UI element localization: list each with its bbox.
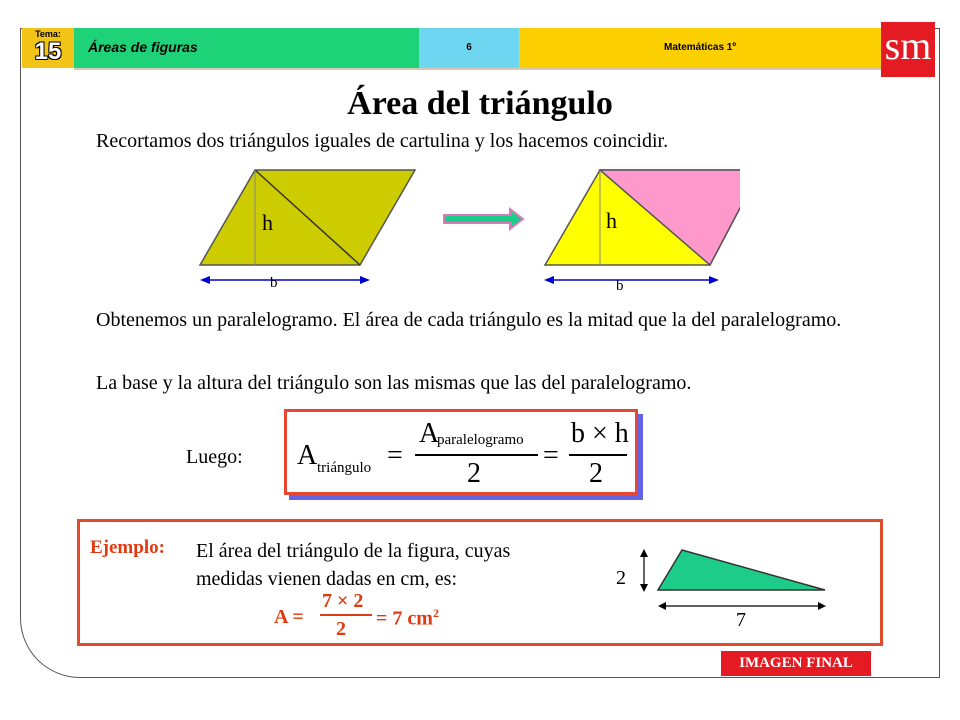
example-text-line1: El área del triángulo de la figura, cuyas — [196, 540, 511, 562]
left-base-label: b — [270, 275, 278, 291]
example-text — [196, 537, 510, 593]
header-divider — [74, 68, 881, 70]
page-number: 6 — [466, 42, 472, 53]
formula-numerator-2: b × h — [571, 418, 629, 449]
formula-sub-triangulo: triángulo — [317, 460, 372, 476]
intro-text: Recortamos dos triángulos iguales de cartulina y los hacemos coincidir. — [96, 130, 669, 152]
area-formula — [284, 409, 638, 495]
height-dimension-label: 2 — [616, 567, 626, 589]
formula-denominator-2: 2 — [589, 458, 603, 489]
base-dimension-label: 7 — [736, 609, 746, 630]
left-arrow-head-r — [360, 276, 370, 284]
formula-a-paralelogramo: A — [419, 418, 440, 449]
example-text-line2: medidas vienen dadas en cm, es: — [196, 568, 458, 590]
result-value: = 7 cm — [376, 607, 433, 630]
page-title: Área del triángulo — [347, 85, 613, 122]
transition-arrow — [444, 209, 523, 229]
tema-label: Tema: — [35, 29, 61, 39]
right-arrow-head-l — [544, 276, 554, 284]
parallelogram-figures — [190, 160, 740, 300]
fraction-bar-2 — [569, 454, 627, 456]
left-arrow-head-l — [200, 276, 210, 284]
result-denominator: 2 — [336, 618, 346, 640]
right-arrow-head-r — [709, 276, 719, 284]
tema-badge — [22, 28, 74, 68]
fraction-bar-1 — [415, 454, 538, 456]
base-arrow-right — [818, 602, 826, 610]
formula-equals-1: = — [387, 440, 403, 471]
result-prefix: A = — [274, 606, 304, 628]
height-arrow-bottom — [640, 584, 648, 592]
page-number-bar — [419, 28, 519, 68]
paragraph-base-height: La base y la altura del triángulo son las mismas que las del paralelogramo. — [96, 372, 692, 394]
imagen-final-button[interactable]: IMAGEN FINAL — [721, 651, 871, 676]
left-height-label: h — [262, 210, 273, 235]
example-triangle — [658, 550, 825, 590]
sm-logo: sm — [881, 22, 935, 77]
formula-sub-paralelogramo: paralelogramo — [437, 432, 524, 448]
subject: Matemáticas 1º — [663, 42, 737, 53]
paragraph-result: Obtenemos un paralelogramo. El área de cada triángulo es la mitad que la del paralelogramo. — [96, 309, 842, 331]
formula-denominator-1: 2 — [467, 458, 481, 489]
section-title: Áreas de figuras — [88, 39, 198, 55]
result-numerator: 7 × 2 — [322, 590, 364, 612]
height-arrow-top — [640, 549, 648, 557]
base-arrow-left — [658, 602, 666, 610]
tema-number: 15 — [34, 38, 62, 65]
right-height-label: h — [606, 208, 617, 233]
result-fraction-bar — [320, 614, 372, 616]
right-base-label: b — [616, 278, 624, 294]
result-exponent: 2 — [432, 606, 439, 620]
formula-equals-2: = — [543, 440, 559, 471]
result-suffix — [376, 606, 439, 631]
formula-a: A — [297, 440, 318, 471]
subject-bar — [519, 28, 881, 68]
luego-label: Luego: — [186, 446, 243, 468]
example-label: Ejemplo: — [90, 537, 165, 558]
section-title-bar — [74, 28, 419, 68]
example-triangle-figure — [600, 540, 840, 630]
